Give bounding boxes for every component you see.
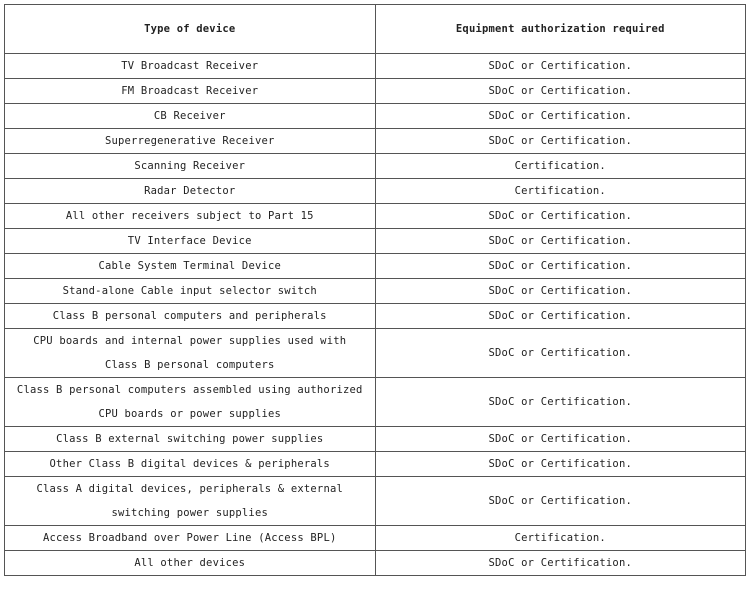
device-cell: Superregenerative Receiver	[5, 129, 376, 154]
table-row	[5, 304, 746, 329]
device-cell: Class B external switching power supplies	[5, 427, 376, 452]
authorization-cell: SDoC or Certification.	[375, 551, 745, 576]
header-type-of-device: Type of device	[5, 5, 376, 54]
device-cell: Cable System Terminal Device	[5, 254, 376, 279]
authorization-cell: SDoC or Certification.	[375, 477, 745, 526]
authorization-cell: SDoC or Certification.	[375, 378, 745, 427]
table-row	[5, 104, 746, 129]
table-row	[5, 329, 746, 378]
table-row	[5, 279, 746, 304]
device-cell: All other receivers subject to Part 15	[5, 204, 376, 229]
device-cell: Stand-alone Cable input selector switch	[5, 279, 376, 304]
device-cell: Class B personal computers assembled using authorized CPU boards or power supplies	[5, 378, 376, 427]
device-cell: CPU boards and internal power supplies used with Class B personal computers	[5, 329, 376, 378]
table-row	[5, 378, 746, 427]
table-row	[5, 477, 746, 526]
device-cell: TV Interface Device	[5, 229, 376, 254]
table-row	[5, 154, 746, 179]
device-cell: All other devices	[5, 551, 376, 576]
authorization-cell: SDoC or Certification.	[375, 427, 745, 452]
table-row	[5, 254, 746, 279]
table-row	[5, 526, 746, 551]
table-row	[5, 452, 746, 477]
table-row	[5, 129, 746, 154]
authorization-cell: Certification.	[375, 154, 745, 179]
table-row	[5, 179, 746, 204]
device-cell: Class B personal computers and peripherals	[5, 304, 376, 329]
table-row	[5, 551, 746, 576]
table-header-row	[5, 5, 746, 54]
table-row	[5, 54, 746, 79]
header-equipment-authorization: Equipment authorization required	[375, 5, 745, 54]
device-cell: CB Receiver	[5, 104, 376, 129]
device-cell: Other Class B digital devices & peripherals	[5, 452, 376, 477]
authorization-cell: SDoC or Certification.	[375, 79, 745, 104]
authorization-cell: SDoC or Certification.	[375, 452, 745, 477]
authorization-cell: SDoC or Certification.	[375, 304, 745, 329]
equipment-authorization-table	[4, 4, 746, 576]
table-row	[5, 79, 746, 104]
authorization-cell: SDoC or Certification.	[375, 329, 745, 378]
table-row	[5, 204, 746, 229]
authorization-cell: Certification.	[375, 526, 745, 551]
device-cell: Class A digital devices, peripherals & external switching power supplies	[5, 477, 376, 526]
authorization-cell: SDoC or Certification.	[375, 254, 745, 279]
authorization-cell: SDoC or Certification.	[375, 129, 745, 154]
authorization-cell: SDoC or Certification.	[375, 204, 745, 229]
device-cell: TV Broadcast Receiver	[5, 54, 376, 79]
authorization-cell: SDoC or Certification.	[375, 279, 745, 304]
table-row	[5, 427, 746, 452]
device-cell: Access Broadband over Power Line (Access BPL)	[5, 526, 376, 551]
authorization-cell: SDoC or Certification.	[375, 229, 745, 254]
device-cell: Radar Detector	[5, 179, 376, 204]
authorization-table-container	[4, 4, 746, 576]
authorization-cell: SDoC or Certification.	[375, 104, 745, 129]
authorization-cell: SDoC or Certification.	[375, 54, 745, 79]
device-cell: FM Broadcast Receiver	[5, 79, 376, 104]
authorization-cell: Certification.	[375, 179, 745, 204]
table-row	[5, 229, 746, 254]
device-cell: Scanning Receiver	[5, 154, 376, 179]
